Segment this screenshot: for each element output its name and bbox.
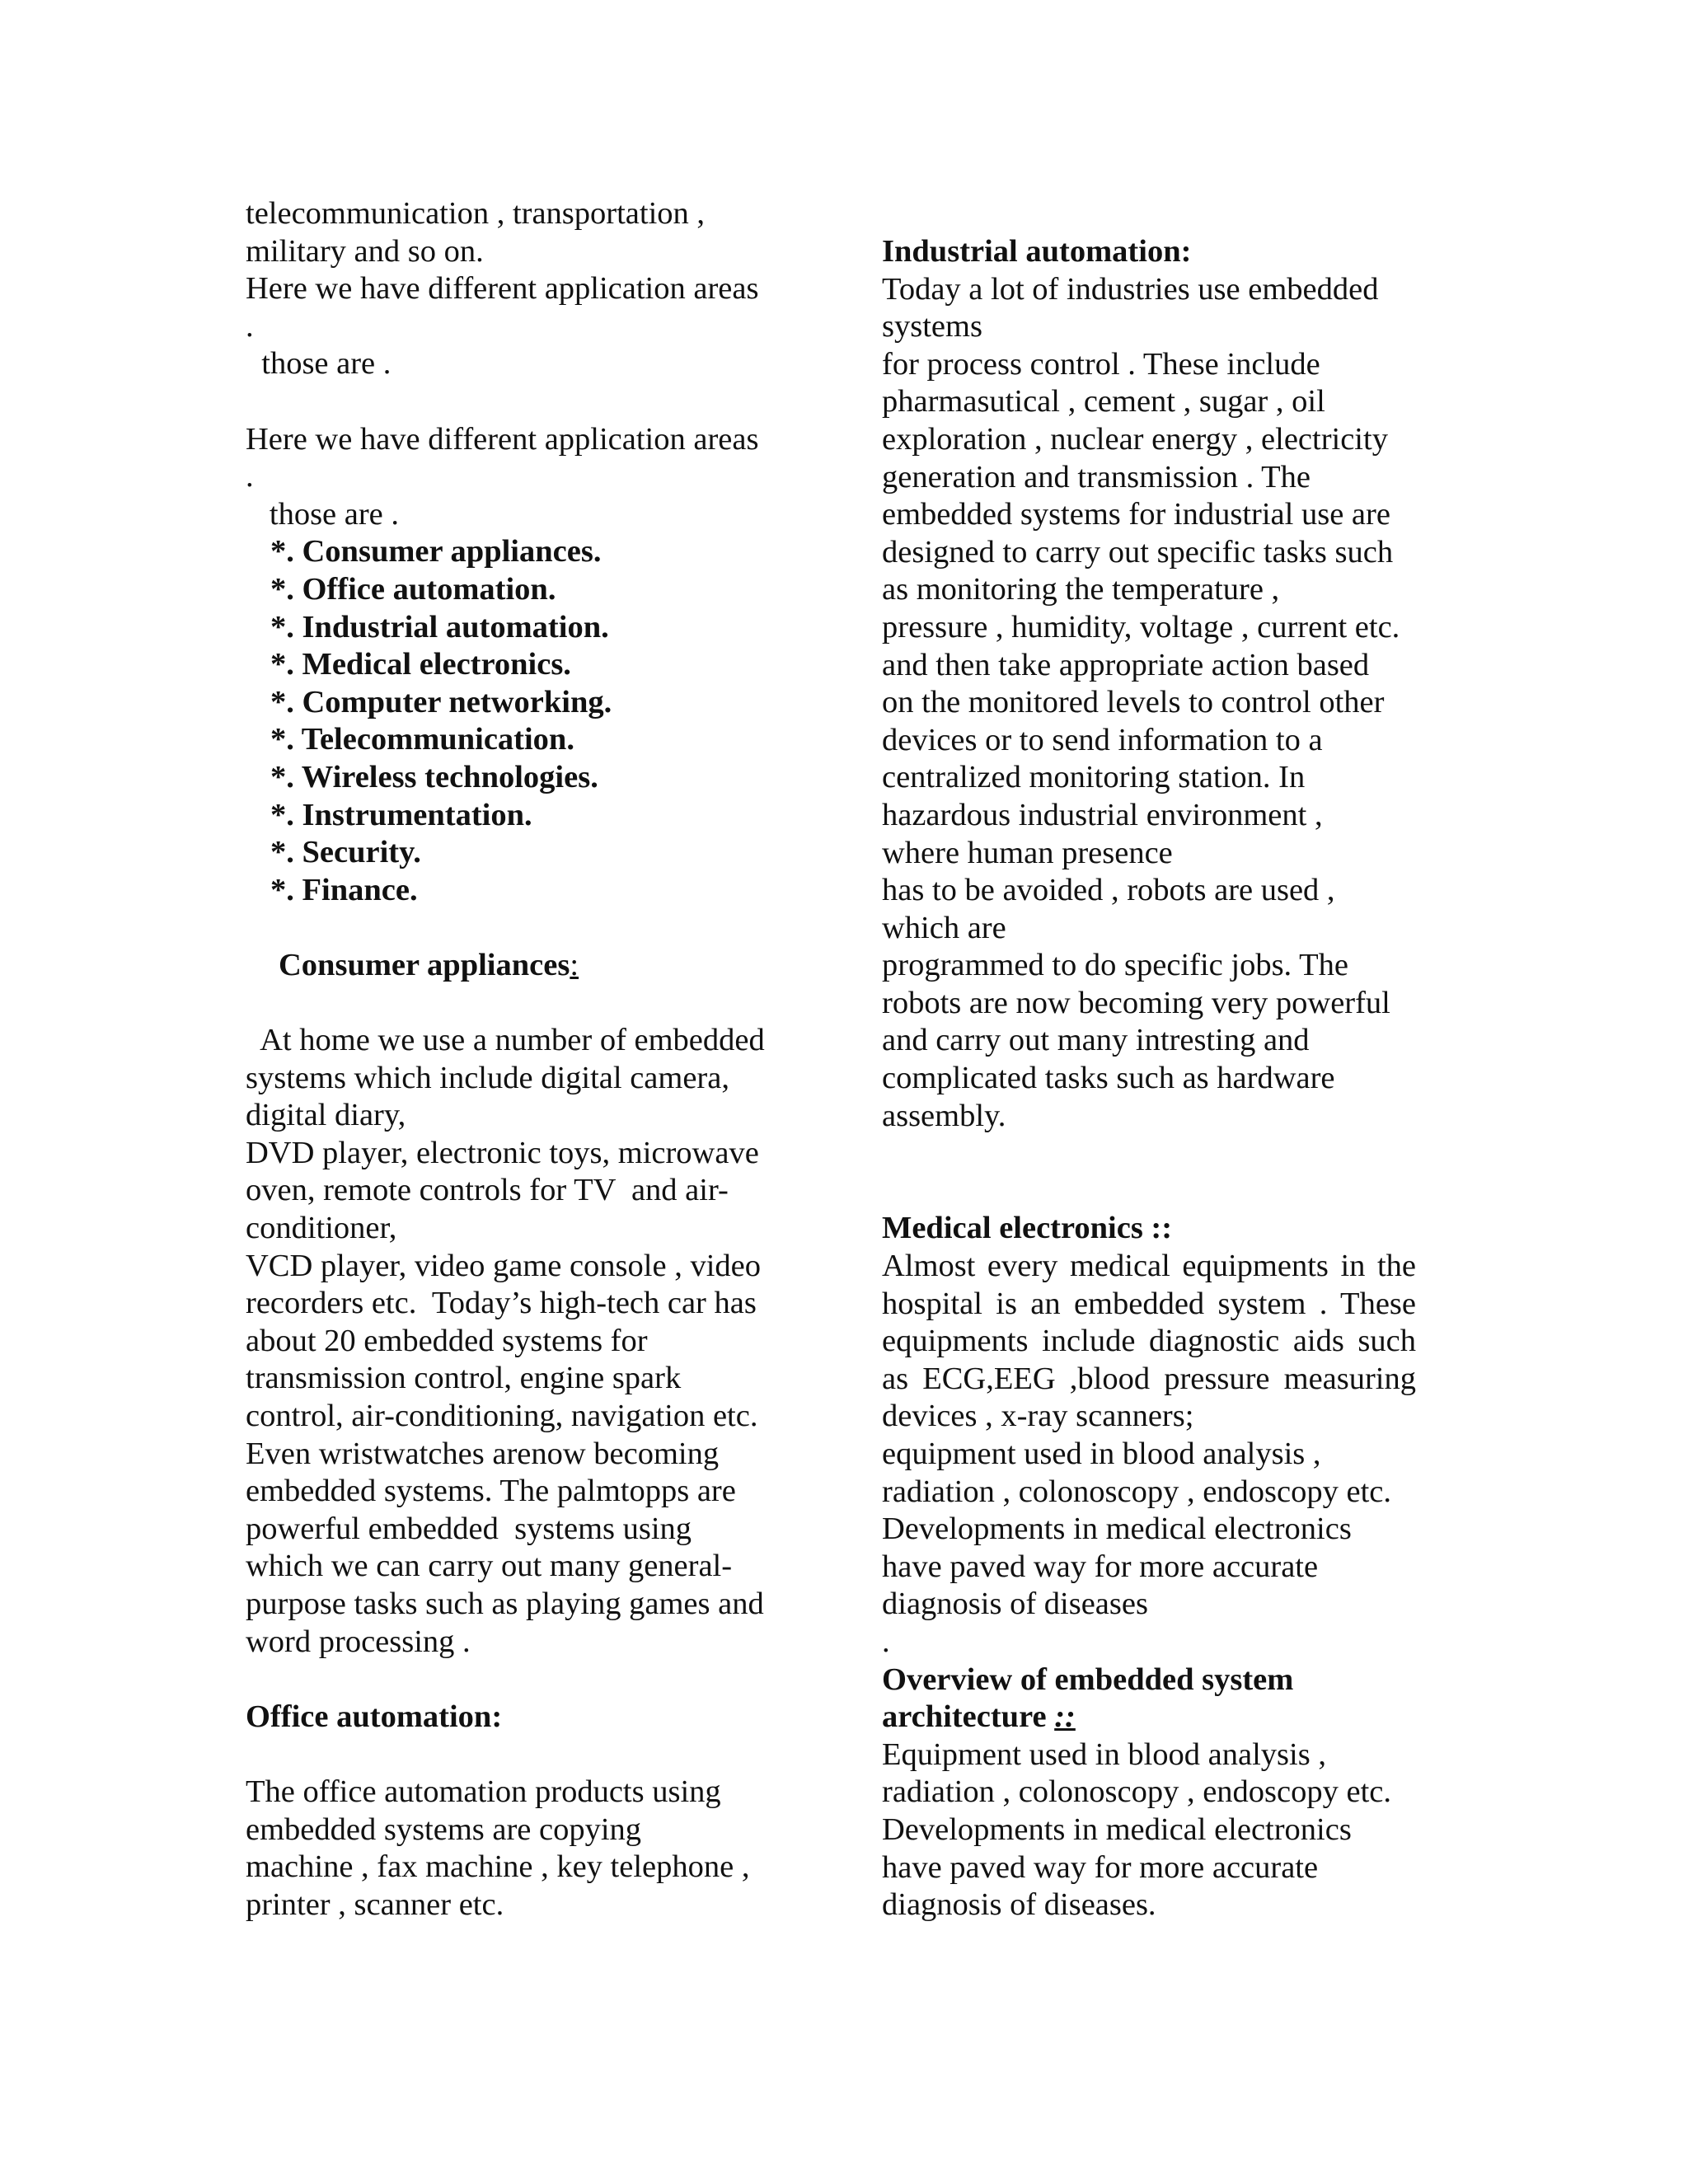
- industrial-heading: Industrial automation:: [882, 234, 1192, 269]
- office-body: [246, 1774, 823, 1924]
- list-item: *. Computer networking.: [270, 684, 612, 719]
- text-line: centralized monitoring station. In: [882, 760, 1306, 795]
- text-line: which are: [882, 910, 1006, 945]
- text-line: assembly.: [882, 1098, 1006, 1133]
- text-line: have paved way for more accurate: [882, 1849, 1319, 1885]
- text-line: designed to carry out specific tasks such: [882, 534, 1394, 569]
- text-line: Equipment used in blood analysis ,: [882, 1736, 1326, 1772]
- text-line: on the monitored levels to control other: [882, 685, 1385, 720]
- text-line: generation and transmission . The: [882, 459, 1311, 494]
- text-line: have paved way for more accurate: [882, 1549, 1319, 1584]
- text-line: Here we have different application areas: [246, 271, 759, 307]
- text-line: DVD player, electronic toys, microwave: [246, 1135, 759, 1170]
- text-line: Developments in medical electronics: [882, 1511, 1352, 1547]
- text-line: printer , scanner etc.: [246, 1886, 504, 1922]
- text-line: devices , x-ray scanners;: [882, 1399, 1194, 1434]
- text-line: hospital is an embedded system . These: [882, 1286, 1416, 1321]
- text-line: embedded systems. The palmtopps are: [246, 1474, 736, 1509]
- text-line: exploration , nuclear energy , electricity: [882, 421, 1388, 457]
- text-line: embedded systems for industrial use are: [882, 497, 1390, 532]
- text-line: purpose tasks such as playing games and: [246, 1586, 764, 1621]
- office-heading: Office automation:: [246, 1699, 503, 1734]
- left-column: [246, 195, 823, 1924]
- overview-heading-suffix: ::: [1054, 1699, 1076, 1735]
- text-line: word processing .: [246, 1624, 471, 1659]
- text-line: those are .: [246, 346, 392, 382]
- blank-line: [246, 1736, 823, 1774]
- text-line: those are .: [246, 496, 400, 532]
- text-line: diagnosis of diseases.: [882, 1887, 1156, 1923]
- text-line: conditioner,: [246, 1211, 397, 1246]
- text-line: programmed to do specific jobs. The: [882, 948, 1348, 983]
- section-heading: [246, 947, 823, 985]
- medical-body: [882, 1248, 1459, 1661]
- list-item: *. Office automation.: [270, 571, 556, 607]
- text-line: systems: [882, 309, 982, 344]
- right-column: [882, 233, 1459, 1924]
- text-line: radiation , colonoscopy , endoscopy etc.: [882, 1774, 1391, 1810]
- industrial-body: [882, 271, 1459, 1136]
- text-line: as ECG,EEG ,blood pressure measuring: [882, 1361, 1416, 1396]
- text-line: radiation , colonoscopy , endoscopy etc.: [882, 1474, 1391, 1509]
- text-line: Today a lot of industries use embedded: [882, 271, 1379, 307]
- blank-line: [246, 1661, 823, 1699]
- text-line: telecommunication , transportation ,: [246, 196, 706, 231]
- blank-line: [882, 1135, 1459, 1173]
- list-item: *. Wireless technologies.: [270, 759, 598, 794]
- list-item: *. Finance.: [270, 872, 418, 907]
- text-line: hazardous industrial environment ,: [882, 797, 1323, 832]
- overview-heading-word: architecture: [882, 1699, 1047, 1735]
- text-line: for process control . These include: [882, 346, 1320, 382]
- blank-line: [246, 383, 823, 421]
- list-item: *. Instrumentation.: [270, 797, 532, 832]
- text-line: equipment used in blood analysis ,: [882, 1436, 1321, 1471]
- text-line: and then take appropriate action based: [882, 647, 1370, 682]
- overview-body: [882, 1736, 1459, 1924]
- text-line: Almost every medical equipments in the: [882, 1249, 1416, 1284]
- text-line: systems which include digital camera,: [246, 1060, 729, 1095]
- text-line: .: [882, 1624, 890, 1659]
- list-item: *. Consumer appliances.: [270, 534, 602, 569]
- text-line: powerful embedded systems using: [246, 1511, 692, 1546]
- text-line: digital diary,: [246, 1098, 406, 1133]
- blank-line: [246, 909, 823, 947]
- overview-heading-line1: Overview of embedded system: [882, 1661, 1294, 1697]
- application-areas-list: [246, 533, 823, 909]
- text-line: about 20 embedded systems for: [246, 1323, 648, 1358]
- overview-heading-line2: [882, 1699, 1459, 1736]
- text-line: VCD player, video game console , video: [246, 1248, 761, 1283]
- list-item: *. Medical electronics.: [270, 647, 571, 682]
- text-line: robots are now becoming very powerful: [882, 985, 1390, 1020]
- text-line: .: [246, 308, 254, 344]
- list-item: *. Industrial automation.: [270, 609, 609, 644]
- text-line: machine , fax machine , key telephone ,: [246, 1849, 750, 1885]
- text-line: Even wristwatches arenow becoming: [246, 1436, 720, 1471]
- text-line: diagnosis of diseases: [882, 1586, 1148, 1622]
- text-line: has to be avoided , robots are used ,: [882, 873, 1335, 908]
- blank-line: [246, 984, 823, 1022]
- text-line: devices or to send information to a: [882, 722, 1323, 757]
- text-line: military and so on.: [246, 233, 484, 269]
- text-line: recorders etc. Today’s high-tech car has: [246, 1286, 757, 1321]
- heading-colon: :: [570, 947, 579, 982]
- text-line: Developments in medical electronics: [882, 1811, 1352, 1847]
- medical-heading: Medical electronics ::: [882, 1211, 1173, 1246]
- text-line: as monitoring the temperature ,: [882, 572, 1280, 607]
- text-line: The office automation products using: [246, 1774, 721, 1809]
- text-line: pharmasutical , cement , sugar , oil: [882, 384, 1325, 419]
- text-line: which we can carry out many general-: [246, 1549, 733, 1584]
- text-line: pressure , humidity, voltage , current etc.: [882, 609, 1400, 644]
- text-line: equipments include diagnostic aids such: [882, 1324, 1416, 1359]
- consumer-heading: Consumer appliances: [279, 947, 570, 982]
- consumer-body: [246, 1022, 823, 1661]
- text-line: and carry out many intresting and: [882, 1023, 1310, 1058]
- text-line: At home we use a number of embedded: [246, 1023, 765, 1058]
- text-line: oven, remote controls for TV and air-: [246, 1173, 729, 1208]
- list-item: *. Telecommunication.: [270, 722, 574, 757]
- blank-line: [882, 1173, 1459, 1211]
- text-line: Here we have different application areas: [246, 421, 759, 457]
- text-line: embedded systems are copying: [246, 1811, 642, 1847]
- text-line: .: [246, 459, 254, 494]
- text-line: control, air-conditioning, navigation etc.: [246, 1399, 758, 1433]
- list-item: *. Security.: [270, 835, 421, 870]
- text-line: where human presence: [882, 835, 1173, 870]
- text-line: complicated tasks such as hardware: [882, 1061, 1335, 1096]
- text-line: transmission control, engine spark: [246, 1361, 682, 1396]
